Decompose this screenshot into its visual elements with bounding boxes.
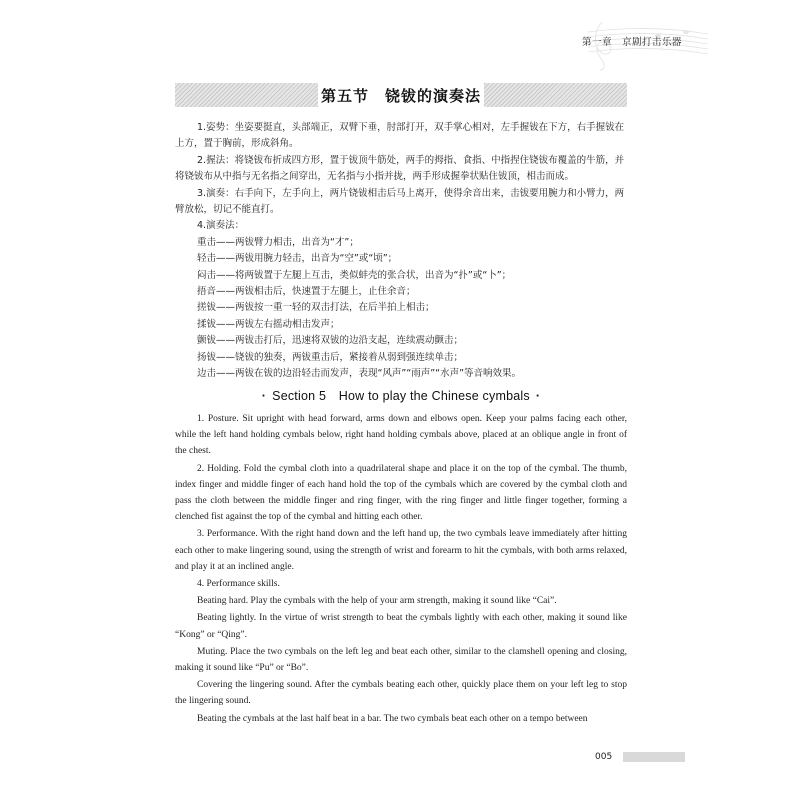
cn-technique-item: 揉钹——两钹左右摇动相击发声； bbox=[197, 318, 340, 330]
title-bullet-left: · bbox=[261, 389, 267, 403]
cn-paragraph: 2.握法：将铙钹布折成四方形，置于钹顶牛筋处，两手的拇指、食指、中指捏住铙钹布覆盖的牛筋，并将铙钹布从中指与无名指之间穿出，无名指与小指并拢，两手形成握拳状贴住钹顶，相击而成。 bbox=[175, 154, 625, 183]
chinese-body bbox=[175, 120, 627, 383]
cn-technique-item: 扬钹——铙钹的独奏，两钹重击后，紧接着从弱到强连续单击； bbox=[197, 351, 464, 363]
en-paragraph: Muting. Place the two cymbals on the left leg and beat each other, similar to the clamshell opening and closing, making it sound like “Pu” or “Bo”. bbox=[175, 646, 627, 674]
section-title-en-row bbox=[175, 386, 627, 404]
running-header: 第一章 京剧打击乐器 bbox=[581, 37, 682, 48]
cn-technique-item: 搓钹——两钹按一重一轻的双击打法，在后半拍上相击； bbox=[197, 302, 435, 314]
section-title-en: Section 5 How to play the Chinese cymbals bbox=[272, 389, 530, 403]
cn-paragraph: 4.演奏法： bbox=[197, 220, 245, 232]
cn-technique-item: 颤钹——两钹击打后，迅速将双钹的边沿支起，连续震动颤击； bbox=[197, 335, 464, 347]
en-paragraph: Beating hard. Play the cymbals with the help of your arm strength, making it sound like “Cai”. bbox=[197, 596, 557, 607]
page-number-bar bbox=[623, 752, 685, 762]
en-paragraph: 4. Performance skills. bbox=[197, 579, 280, 590]
section-title-cn-box bbox=[318, 83, 484, 107]
cn-paragraph: 3.演奏：右手向下，左手向上，两片铙钹相击后马上离开，使得余音出来，击钹要用腕力和小臂力，两臂放松，切记不能直打。 bbox=[175, 187, 625, 216]
cn-technique-item: 轻击——两钹用腕力轻击，出音为“空”或“顷”； bbox=[197, 253, 398, 265]
cn-technique-item: 闷击——将两钹置于左腿上互击，类似蚌壳的张合状，出音为“扑”或“卜”； bbox=[197, 269, 512, 281]
en-paragraph: Beating lightly. In the virtue of wrist strength to beat the cymbals lightly with each other, making it sound like “Kong” or “Qing”. bbox=[175, 613, 627, 640]
en-paragraph: 3. Performance. With the right hand down and the left hand up, the two cymbals leave immediately after hitting each other to make lingering sound, using the strength of wrist and forearm to hit the cymbals, with both arms relaxed, and play it at an inclined angle. bbox=[175, 529, 627, 572]
en-paragraph: 1. Posture. Sit upright with head forward, arms down and elbows open. Keep your palms facing each other, while the left hand holding cymbals below, right hand holding cymbals above, placed at an oblique angle in front of the chest. bbox=[175, 414, 627, 457]
en-paragraph: Covering the lingering sound. After the cymbals beating each other, quickly place them on your left leg to stop the lingering sound. bbox=[175, 680, 627, 707]
cn-paragraph: 1.姿势：坐姿要挺直，头部端正，双臂下垂，肘部打开，双手掌心相对，左手握钹在下方，右手握钹在上方，置于胸前，形成斜角。 bbox=[175, 122, 625, 150]
page-number: 005 bbox=[595, 752, 613, 762]
title-bullet-right: · bbox=[535, 389, 541, 403]
cn-technique-item: 重击——两钹臂力相击，出音为“才”； bbox=[197, 236, 359, 248]
english-body bbox=[175, 411, 627, 728]
cn-technique-item: 边击——两钹在钹的边沿轻击而发声，表现“风声”“雨声”“水声”等音响效果。 bbox=[197, 368, 522, 380]
en-paragraph: Beating the cymbals at the last half beat in a bar. The two cymbals beat each other on a tempo between bbox=[197, 713, 588, 724]
en-paragraph: 2. Holding. Fold the cymbal cloth into a quadrilateral shape and place it on the top of the cymbal. The thumb, index finger and middle finger of each hand hold the top of the cymbals which are covered by the cymbal cloth and pass the cloth between the middle finger and ring finger, with the ring finger and little finger together, forming a clenched fist against the top of the cymbal and hitting each other. bbox=[175, 463, 627, 523]
cn-technique-item: 捂音——两钹相击后，快速置于左腿上，止住余音； bbox=[197, 286, 416, 298]
section-title-cn: 第五节 铙钹的演奏法 bbox=[320, 86, 481, 105]
